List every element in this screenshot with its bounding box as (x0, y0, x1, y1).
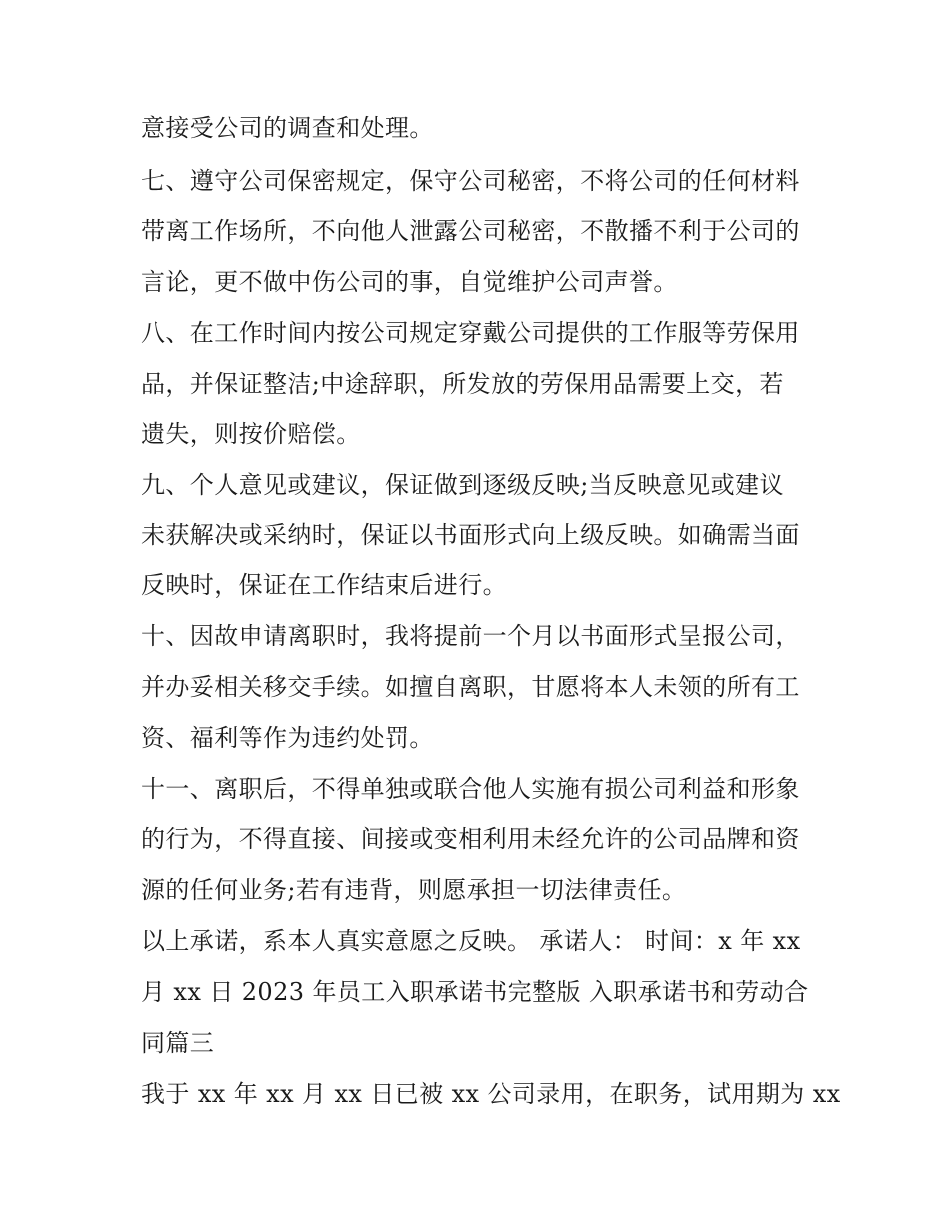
text-line: 我于 xx 年 xx 月 xx 日已被 xx 公司录用，在职务，试用期为 xx (141, 1080, 841, 1108)
text-line: 并办妥相关移交手续。如擅自离职，甘愿将本人未领的所有工 (141, 673, 800, 701)
text-line: 资、福利等作为违约处罚。 (141, 724, 434, 752)
text-line: 九、个人意见或建议，保证做到逐级反映;当反映意见或建议 (141, 471, 784, 499)
text-line: 同篇三 (141, 1029, 215, 1057)
text-line: 意接受公司的调查和处理。 (141, 114, 434, 142)
text-line: 言论，更不做中伤公司的事，自觉维护公司声誉。 (141, 268, 678, 296)
text-line: 月 xx 日 2023 年员工入职承诺书完整版 入职承诺书和劳动合 (141, 978, 809, 1006)
text-line: 带离工作场所，不向他人泄露公司秘密，不散播不利于公司的 (141, 217, 800, 245)
text-line: 以上承诺，系本人真实意愿之反映。 承诺人： 时间：x 年 xx (141, 927, 801, 955)
text-line: 未获解决或采纳时，保证以书面形式向上级反映。如确需当面 (141, 521, 800, 549)
text-line: 十、因故申请离职时，我将提前一个月以书面形式呈报公司， (141, 622, 800, 650)
text-line: 源的任何业务;若有违背，则愿承担一切法律责任。 (141, 876, 687, 904)
text-line: 反映时，保证在工作结束后进行。 (141, 571, 507, 599)
text-line: 品，并保证整洁;中途辞职，所发放的劳保用品需要上交，若 (141, 370, 784, 398)
text-line: 七、遵守公司保密规定，保守公司秘密，不将公司的任何材料 (141, 167, 800, 195)
text-line: 的行为，不得直接、间接或变相利用未经允许的公司品牌和资 (141, 825, 800, 853)
text-line: 十一、离职后，不得单独或联合他人实施有损公司利益和形象 (141, 775, 800, 803)
text-line: 遗失，则按价赔偿。 (141, 420, 361, 448)
text-line: 八、在工作时间内按公司规定穿戴公司提供的工作服等劳保用 (141, 319, 800, 347)
